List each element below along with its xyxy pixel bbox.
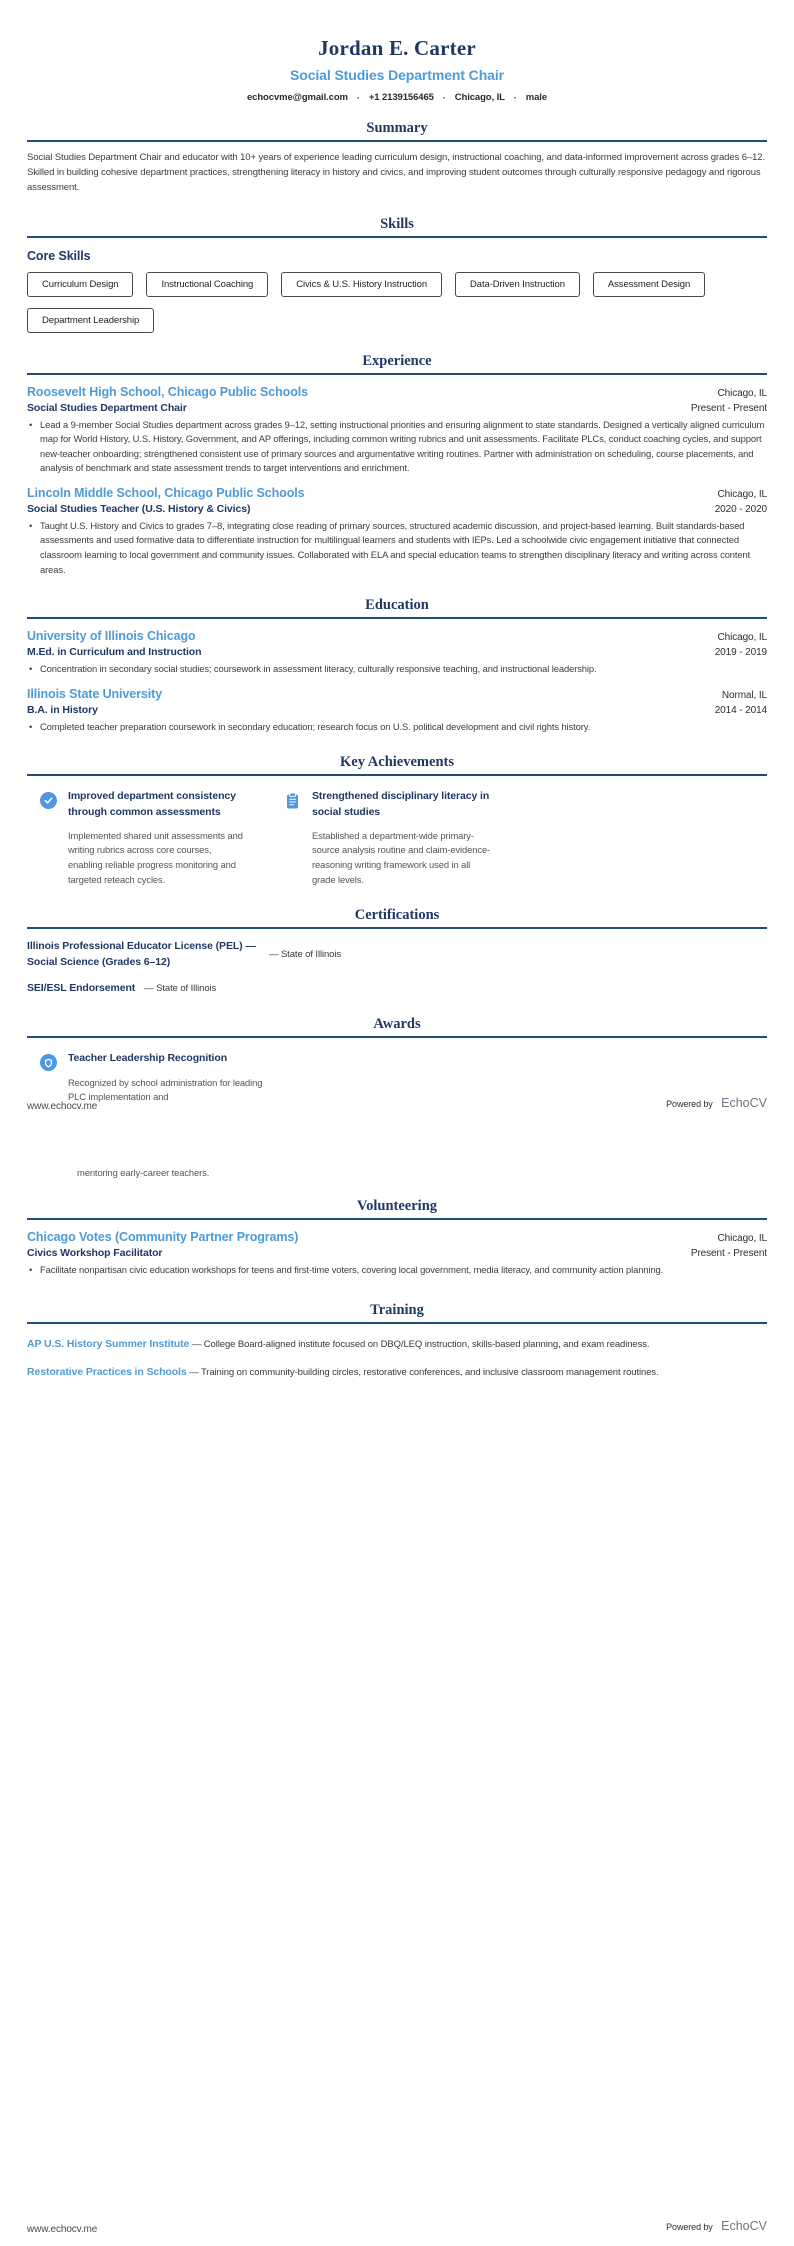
volunteering-location: Chicago, IL xyxy=(717,1233,767,1244)
separator-dot: · xyxy=(356,92,360,103)
skills-chip-list xyxy=(27,272,767,333)
achievement-item xyxy=(27,789,272,887)
volunteering-role: Civics Workshop Facilitator xyxy=(27,1247,163,1259)
experience-company: Roosevelt High School, Chicago Public Schools xyxy=(27,384,308,399)
education-school: Illinois State University xyxy=(27,686,163,701)
section-training xyxy=(27,1302,767,1382)
experience-location: Chicago, IL xyxy=(717,387,767,399)
experience-bullet: • Lead a 9-member Social Studies department across grades 9–12, setting instructional priorities and ensuring alignment to state standards. Designed a vertically aligned curriculum map for World History, U.S. History, Government, and AP offerings, including common writing rubrics and unit assessments. Facilitate PLCs, conduct coaching cycles, and support new-teacher onboarding; strengthened consistent use of primary sources and argumentative writing routines. Partner with administration on scheduling, course placements, and analysis of benchmark and state assessment trends to target interventions and enrichment. xyxy=(27,418,767,476)
section-rule xyxy=(27,236,767,238)
education-degree: B.A. in History xyxy=(27,703,98,716)
section-heading-skills: Skills xyxy=(380,215,414,232)
footer-brand-echocv: EchoCV xyxy=(721,2219,767,2233)
volunteering-bullet: • Facilitate nonpartisan civic education workshops for teens and first-time voters, covering local government, media literacy, and community action planning. xyxy=(27,1263,767,1278)
contact-gender: male xyxy=(525,92,548,103)
skill-chip: Data-Driven Instruction xyxy=(455,272,580,297)
section-summary xyxy=(27,120,767,196)
footer-powered-by: Powered by xyxy=(666,2222,713,2232)
skill-chip: Civics & U.S. History Instruction xyxy=(281,272,442,297)
section-skills xyxy=(27,216,767,333)
page-footer xyxy=(27,2217,767,2235)
contact-location: Chicago, IL xyxy=(454,92,505,103)
volunteering-dates: Present - Present xyxy=(690,1248,767,1259)
experience-bullet: • Taught U.S. History and Civics to grades 7–8, integrating close reading of primary sources, structured academic discussion, and project-based learning. Built standards-based assessments and used formative data to differentiate instruction for multilingual learners and students with IEPs. Led a schoolwide civic engagement initiative that connected classroom learning to local government and community issues. Collaborated with ELA and special education teams to strengthen disciplinary literacy and writing across content areas. xyxy=(27,519,767,577)
experience-bullets xyxy=(27,418,767,476)
achievement-title: Improved department consistency through common assessments xyxy=(68,790,236,818)
education-bullet: • Concentration in secondary social studies; coursework in assessment literacy, culturally responsive teaching, and instructional leadership. xyxy=(27,662,767,677)
certification-issuer: — State of Illinois xyxy=(269,949,342,961)
section-rule xyxy=(27,1036,767,1038)
certification-item xyxy=(27,939,767,971)
clipboard-icon xyxy=(285,792,301,887)
candidate-title: Social Studies Department Chair xyxy=(290,67,504,83)
section-heading-certifications: Certifications xyxy=(354,907,440,924)
achievement-title: Strengthened disciplinary literacy in social studies xyxy=(312,790,490,818)
section-experience xyxy=(27,353,767,578)
education-dates: 2014 - 2014 xyxy=(714,704,767,716)
skill-chip: Instructional Coaching xyxy=(146,272,268,297)
page-footer xyxy=(27,1094,767,1112)
section-awards xyxy=(27,1016,767,1104)
skills-group-label: Core Skills xyxy=(27,248,91,263)
section-key-achievements xyxy=(27,754,767,887)
training-name: Restorative Practices in Schools xyxy=(27,1366,187,1379)
summary-text: Social Studies Department Chair and educator with 10+ years of experience leading curriculum design, instructional coaching, and data-informed improvement across grades 6–12. Skilled in building cohesive department practices, strengthening literacy in history and civics, and improving student outcomes through culturally responsive pedagogy and rigorous assessment. xyxy=(27,152,765,194)
section-heading-experience: Experience xyxy=(362,352,432,369)
section-heading-volunteering: Volunteering xyxy=(356,1198,438,1214)
footer-site-url: www.echocv.me xyxy=(27,1101,98,1112)
experience-location: Chicago, IL xyxy=(717,488,767,500)
volunteering-org: Chicago Votes (Community Partner Programs) xyxy=(27,1230,299,1244)
separator-dot: · xyxy=(442,92,446,103)
experience-company: Lincoln Middle School, Chicago Public Schools xyxy=(27,485,305,500)
resume-header xyxy=(27,0,767,103)
check-circle-icon xyxy=(40,792,57,809)
certification-name: SEI/ESL Endorsement xyxy=(27,981,136,994)
volunteering-bullets xyxy=(27,1263,767,1278)
section-rule xyxy=(27,617,767,619)
certification-name: Illinois Professional Educator License (PEL) — Social Science (Grades 6–12) xyxy=(27,940,256,968)
section-heading-education: Education xyxy=(365,597,429,614)
experience-role: Social Studies Department Chair xyxy=(27,401,187,414)
section-volunteering xyxy=(27,1198,767,1278)
skill-chip: Assessment Design xyxy=(593,272,705,297)
section-rule xyxy=(27,373,767,375)
training-item xyxy=(27,1365,767,1381)
training-description: — College Board-aligned institute focused on DBQ/LEQ instruction, skills-based planning, and exam readiness. xyxy=(191,1338,650,1350)
section-rule xyxy=(27,1322,767,1324)
footer-brand-echocv: EchoCV xyxy=(721,1096,767,1110)
contact-email: echocvme@gmail.com xyxy=(246,92,348,103)
experience-dates: Present - Present xyxy=(690,402,767,414)
education-location: Chicago, IL xyxy=(717,632,767,644)
section-certifications xyxy=(27,907,767,996)
section-education xyxy=(27,597,767,734)
award-description-continued: mentoring early-career teachers. xyxy=(77,1167,210,1178)
education-entry xyxy=(27,629,767,677)
training-description: — Training on community-building circles, restorative conferences, and inclusive classroom management routines. xyxy=(189,1367,659,1379)
training-name: AP U.S. History Summer Institute xyxy=(27,1337,190,1350)
footer-powered-by: Powered by xyxy=(666,1099,713,1109)
certification-item xyxy=(27,981,767,997)
award-description: Recognized by school administration for leading PLC implementation and xyxy=(68,1076,263,1103)
education-bullets xyxy=(27,662,767,677)
contact-phone: +1 2139156465 xyxy=(368,92,434,103)
achievement-body: Established a department-wide primary-source analysis routine and claim-evidence-reasoning writing framework used in all grade levels. xyxy=(312,829,491,885)
education-location: Normal, IL xyxy=(721,689,767,701)
education-dates: 2019 - 2019 xyxy=(714,647,767,659)
shield-badge-icon xyxy=(40,1054,57,1071)
experience-dates: 2020 - 2020 xyxy=(714,503,767,515)
education-school: University of Illinois Chicago xyxy=(27,629,196,644)
award-title: Teacher Leadership Recognition xyxy=(68,1052,228,1065)
skill-chip: Curriculum Design xyxy=(27,272,133,297)
education-degree: M.Ed. in Curriculum and Instruction xyxy=(27,646,202,659)
training-item xyxy=(27,1337,767,1353)
volunteering-entry xyxy=(27,1230,767,1278)
experience-entry xyxy=(27,486,767,577)
achievement-body: Implemented shared unit assessments and writing rubrics across core courses, enabling reliable progress monitoring and targeted reteach cycles. xyxy=(68,829,243,885)
education-bullets xyxy=(27,720,767,735)
section-heading-training: Training xyxy=(370,1301,424,1318)
education-entry xyxy=(27,687,767,735)
skill-chip: Department Leadership xyxy=(27,308,154,333)
section-rule xyxy=(27,1218,767,1220)
section-rule xyxy=(27,140,767,142)
section-heading-awards: Awards xyxy=(373,1016,421,1033)
section-rule xyxy=(27,774,767,776)
section-rule xyxy=(27,927,767,929)
candidate-name: Jordan E. Carter xyxy=(318,36,476,60)
experience-entry xyxy=(27,385,767,476)
experience-bullets xyxy=(27,519,767,577)
experience-role: Social Studies Teacher (U.S. History & Civics) xyxy=(27,502,251,515)
separator-dot: · xyxy=(513,92,517,103)
achievement-item xyxy=(272,789,517,887)
resume-page-2 xyxy=(0,1123,794,2246)
contact-line xyxy=(27,92,767,103)
section-heading-key-achievements: Key Achievements xyxy=(340,754,454,771)
education-bullet: • Completed teacher preparation coursework in secondary education; research focus on U.S. political development and civil rights history. xyxy=(27,720,767,735)
certification-issuer: — State of Illinois xyxy=(144,982,217,994)
section-heading-summary: Summary xyxy=(366,120,428,136)
footer-site-url: www.echocv.me xyxy=(27,2224,98,2235)
